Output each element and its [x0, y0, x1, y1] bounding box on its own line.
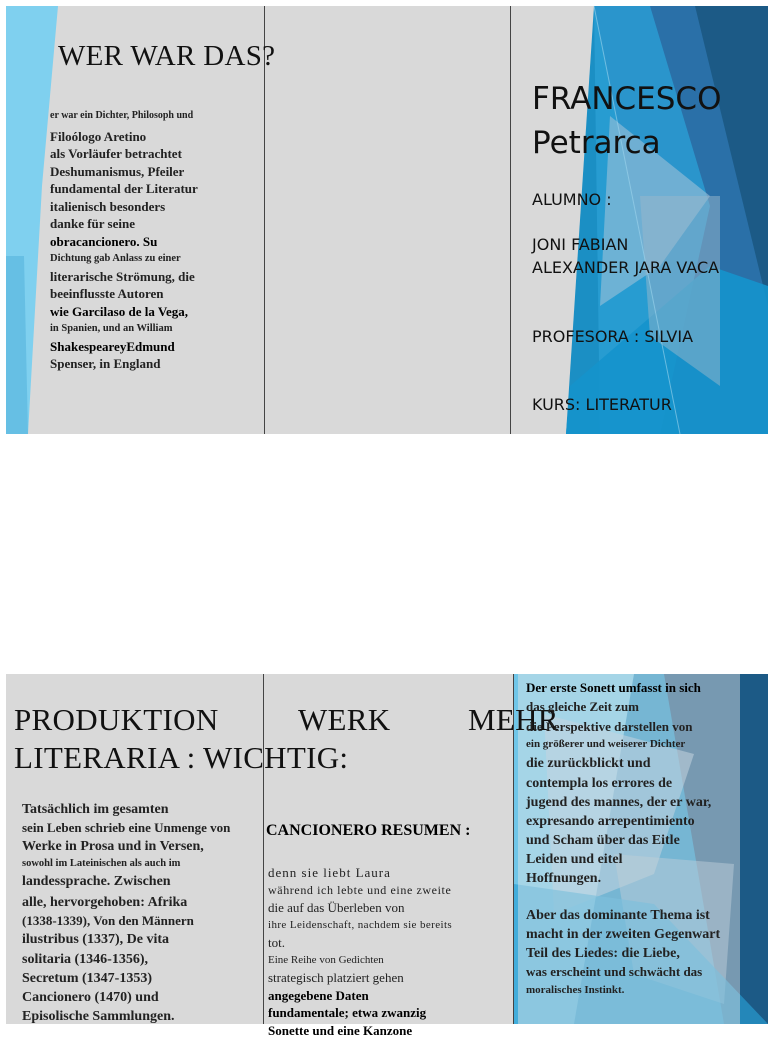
cancionero-line: während ich lebte und eine zweite: [268, 882, 490, 900]
cancionero-line: strategisch platziert gehen: [268, 969, 490, 987]
theme-line: Aber das dominante Thema ist: [526, 906, 758, 925]
bio-line: danke für seine: [50, 215, 264, 233]
cancionero-line: tot.: [268, 934, 490, 952]
production-heading-b: WERK: [298, 702, 390, 738]
theme-line: moralisches Instinkt.: [526, 980, 758, 1000]
cover-decoration-shapes: [510, 6, 768, 434]
cancionero-line: die auf das Überleben von: [268, 899, 490, 917]
sonnet-text: [526, 679, 758, 888]
alumno-label: ALUMNO :: [532, 189, 612, 211]
production-line: ilustribus (1337), De vita: [22, 930, 262, 950]
brochure-page-2: [6, 674, 768, 1024]
cancionero-line: ihre Leidenschaft, nachdem sie bereits: [268, 917, 490, 935]
brochure-page-1: [6, 6, 768, 434]
fold-line-3: [263, 674, 264, 1024]
production-heading-line2: LITERARIA : WICHTIG:: [14, 740, 348, 776]
biography-text: [50, 107, 264, 373]
bio-line: beeinflusste Autoren: [50, 285, 264, 303]
sonnet-line: expresando arrepentimiento: [526, 812, 758, 831]
production-line: sowohl im Lateinischen als auch im: [22, 857, 262, 871]
sonnet-line: Leiden und eitel: [526, 850, 758, 869]
production-heading-c: MEHR: [468, 702, 559, 738]
production-line: alle, hervorgehoben: Afrika: [22, 893, 262, 912]
sonnet-line: Der erste Sonett umfasst in sich: [526, 679, 758, 697]
production-line: (1338-1339), Von den Männern: [22, 912, 262, 930]
production-heading-a: PRODUKTION: [14, 702, 219, 738]
sonnet-line: und Scham über das Eitle: [526, 831, 758, 850]
cover-name-first: FRANCESCO: [532, 80, 721, 118]
bio-line: Dichtung gab Anlass zu einer: [50, 250, 264, 268]
production-line: Episolische Sammlungen.: [22, 1007, 262, 1026]
bio-line: fundamental der Literatur: [50, 180, 264, 198]
alumno-name-2: ALEXANDER JARA VACA: [532, 257, 719, 279]
cover-name-last: Petrarca: [532, 124, 661, 162]
sonnet-line: Hoffnungen.: [526, 869, 758, 888]
bio-line: Deshumanismus, Pfeiler: [50, 163, 264, 181]
cancionero-title: CANCIONERO RESUMEN :: [266, 822, 470, 840]
production-line: sein Leben schrieb eine Unmenge von: [22, 819, 262, 837]
sonnet-line: jugend des mannes, der er war,: [526, 793, 758, 812]
bio-line: literarische Strömung, die: [50, 268, 264, 286]
profesora-line: PROFESORA : SILVIA: [532, 326, 693, 348]
theme-text: [526, 906, 758, 1000]
cancionero-text: [268, 864, 490, 1039]
production-line: Cancionero (1470) und: [22, 988, 262, 1007]
sonnet-line: die Perspektive darstellen von: [526, 717, 758, 736]
bio-line: Spenser, in England: [50, 355, 264, 373]
cancionero-line: denn sie liebt Laura: [268, 864, 490, 882]
sonnet-line: contempla los errores de: [526, 774, 758, 793]
production-line: Tatsächlich im gesamten: [22, 800, 262, 819]
bio-line: ShakespeareyEdmund: [50, 338, 264, 356]
cancionero-line: Eine Reihe von Gedichten: [268, 952, 490, 970]
sonnet-line: die zurückblickt und: [526, 753, 758, 774]
sonnet-line: das gleiche Zeit zum: [526, 697, 758, 717]
bio-line: Filoólogo Aretino: [50, 128, 264, 146]
sonnet-line: ein größerer und weiserer Dichter: [526, 736, 758, 754]
production-text: [22, 800, 262, 1026]
bio-line: wie Garcilaso de la Vega,: [50, 303, 264, 321]
production-line: landessprache. Zwischen: [22, 871, 262, 893]
theme-line: Teil des Liedes: die Liebe,: [526, 944, 758, 963]
cancionero-line: Sonette und eine Kanzone: [268, 1022, 490, 1039]
page-title: WER WAR DAS?: [58, 40, 275, 73]
production-line: Werke in Prosa und in Versen,: [22, 837, 262, 857]
production-line: solitaria (1346-1356),: [22, 950, 262, 969]
bio-line: in Spanien, und an William: [50, 320, 264, 338]
cancionero-line: fundamentale; etwa zwanzig: [268, 1004, 490, 1022]
theme-line: was erscheint und schwächt das: [526, 963, 758, 980]
cancionero-line: angegebene Daten: [268, 987, 490, 1005]
bio-line: obracancionero. Su: [50, 233, 264, 251]
alumno-name-1: JONI FABIAN: [532, 234, 628, 256]
theme-line: macht in der zweiten Gegenwart: [526, 925, 758, 944]
fold-line-2: [510, 6, 511, 434]
bio-line: er war ein Dichter, Philosoph und: [50, 107, 264, 125]
production-line: Secretum (1347-1353): [22, 969, 262, 988]
bio-line: italienisch besonders: [50, 198, 264, 216]
kurs-line: KURS: LITERATUR: [532, 394, 672, 416]
bio-line: als Vorläufer betrachtet: [50, 145, 264, 163]
